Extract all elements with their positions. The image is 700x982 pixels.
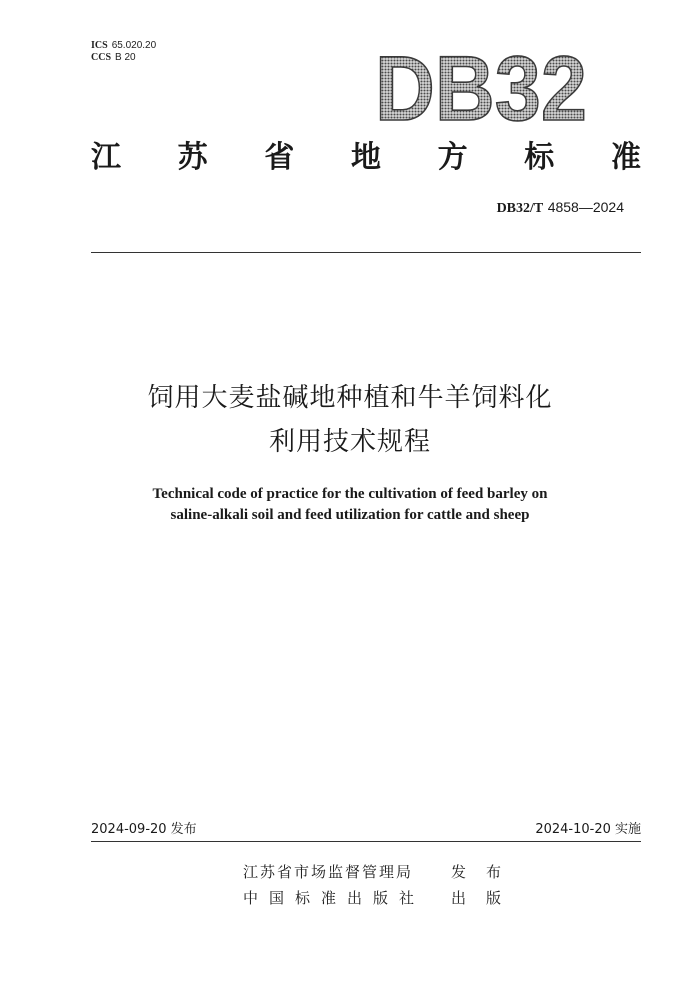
province-char: 省	[264, 140, 295, 175]
ics-label: ICS	[91, 40, 108, 51]
issue-date: 2024-09-20 发布	[91, 822, 197, 837]
province-char: 江	[91, 140, 121, 175]
implementation-date: 2024-10-20 实施	[535, 822, 641, 837]
ics-code	[91, 40, 156, 52]
ics-value: 65.020.20	[111, 40, 157, 51]
issuer-name: 江苏省市场监督管理局	[243, 863, 414, 881]
province-standard-title	[91, 138, 641, 178]
chinese-title-line-2: 利用技术规程	[268, 427, 431, 457]
province-char: 方	[437, 140, 468, 175]
standard-number-prefix: DB32/T	[496, 201, 544, 216]
issuer-role: 发布	[451, 863, 522, 881]
english-title-line-1: Technical code of practice for the cultivation of feed barley on	[152, 486, 548, 502]
standard-number-code: 4858—2024	[547, 199, 624, 215]
ccs-code	[91, 52, 156, 64]
chinese-title-line-1: 饲用大麦盐碱地种植和牛羊饲料化	[147, 383, 553, 413]
db32-logo	[372, 44, 590, 126]
province-char: 准	[610, 140, 641, 175]
province-char: 苏	[177, 140, 208, 175]
ccs-value: B 20	[115, 52, 136, 63]
province-char: 标	[524, 140, 555, 175]
footer-divider	[91, 841, 641, 842]
ccs-label: CCS	[91, 52, 112, 63]
classification-codes	[91, 40, 156, 64]
db32-logo-text: DB32	[375, 44, 587, 126]
header-divider	[91, 252, 641, 253]
province-char: 地	[350, 140, 381, 175]
standard-number	[497, 198, 624, 218]
issuer-row	[243, 862, 521, 882]
publisher-row	[243, 888, 521, 908]
publisher-name: 中国标准出版社	[243, 889, 426, 907]
publisher-role: 出版	[451, 889, 522, 907]
english-title-line-2: saline-alkali soil and feed utilization for cattle and sheep	[170, 507, 530, 523]
